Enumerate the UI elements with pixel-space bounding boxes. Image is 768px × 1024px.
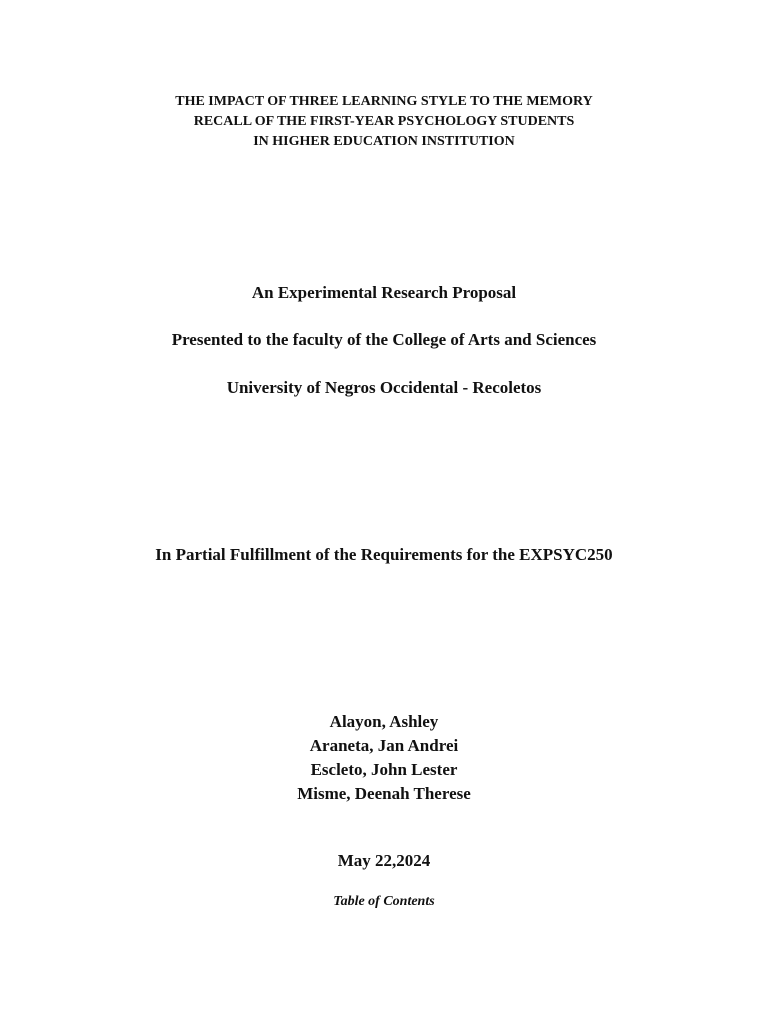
title-line-2: RECALL OF THE FIRST-YEAR PSYCHOLOGY STUDENTS bbox=[193, 114, 575, 129]
author-4: Misme, Deenah Therese bbox=[297, 784, 471, 803]
author-2: Araneta, Jan Andrei bbox=[309, 736, 459, 755]
table-of-contents-heading: Table of Contents bbox=[333, 894, 435, 909]
submission-date: May 22,2024 bbox=[337, 851, 431, 870]
fulfillment-statement: In Partial Fulfillment of the Requirements for the EXPSYC250 bbox=[155, 545, 613, 564]
university-name: University of Negros Occidental - Recoletos bbox=[226, 378, 542, 397]
title-line-1: THE IMPACT OF THREE LEARNING STYLE TO THE MEMORY bbox=[175, 94, 593, 109]
title-line-3: IN HIGHER EDUCATION INSTITUTION bbox=[253, 134, 515, 149]
author-1: Alayon, Ashley bbox=[329, 712, 439, 731]
proposal-type: An Experimental Research Proposal bbox=[251, 283, 517, 302]
author-3: Escleto, John Lester bbox=[310, 760, 458, 779]
presented-to: Presented to the faculty of the College of Arts and Sciences bbox=[171, 330, 597, 349]
